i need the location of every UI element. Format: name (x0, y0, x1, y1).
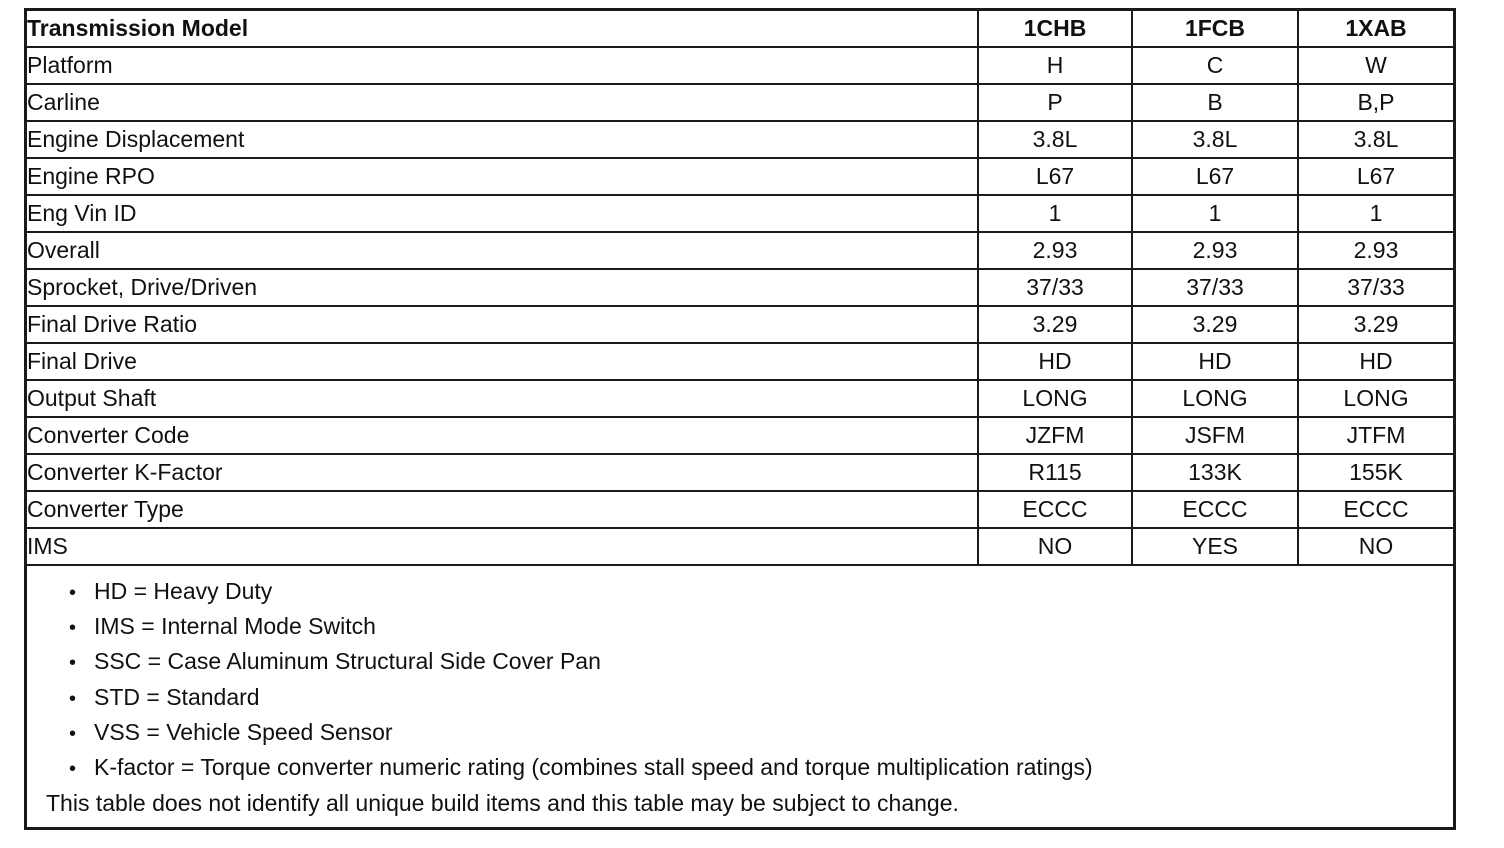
table-cell: 1 (1298, 195, 1453, 232)
row-label: IMS (27, 528, 978, 565)
table-cell: 37/33 (1298, 269, 1453, 306)
table-cell: JSFM (1132, 417, 1298, 454)
table-row (27, 121, 1453, 158)
table-cell: 3.8L (1298, 121, 1453, 158)
table-cell: 2.93 (1298, 232, 1453, 269)
bullet-icon: • (69, 582, 77, 604)
table-cell: HD (1132, 343, 1298, 380)
bullet-icon: • (69, 722, 77, 745)
table-cell: L67 (1298, 158, 1453, 195)
footnote-item (69, 750, 1453, 785)
table-row (27, 380, 1453, 417)
footnote-list (27, 574, 1453, 785)
table-cell: HD (1298, 343, 1453, 380)
table-row (27, 195, 1453, 232)
row-label: Carline (27, 84, 978, 121)
table-cell: L67 (978, 158, 1132, 195)
table-cell: YES (1132, 528, 1298, 565)
table-cell: ECCC (1132, 491, 1298, 528)
footnote-text: K-factor = Torque converter numeric rating (combines stall speed and torque multiplication ratings) (94, 753, 1093, 780)
footnote-text: STD = Standard (94, 683, 260, 710)
table-cell: NO (978, 528, 1132, 565)
table-cell: R115 (978, 454, 1132, 491)
table-cell: P (978, 84, 1132, 121)
bullet-icon: • (69, 617, 77, 640)
table-row (27, 454, 1453, 491)
bullet-icon: • (69, 757, 77, 780)
row-label: Engine Displacement (27, 121, 978, 158)
row-label: Overall (27, 232, 978, 269)
table-cell: 155K (1298, 454, 1453, 491)
table-cell: 37/33 (1132, 269, 1298, 306)
table-row (27, 84, 1453, 121)
table-cell: JZFM (978, 417, 1132, 454)
table-cell: LONG (1132, 380, 1298, 417)
row-label: Sprocket, Drive/Driven (27, 269, 978, 306)
table-cell: 2.93 (978, 232, 1132, 269)
row-label: Output Shaft (27, 380, 978, 417)
header-model-2: 1FCB (1132, 11, 1298, 47)
table-cell: LONG (978, 380, 1132, 417)
footnote-text: SSC = Case Aluminum Structural Side Cover Pan (94, 648, 601, 675)
table-cell: W (1298, 47, 1453, 84)
disclaimer-text: This table does not identify all unique build items and this table may be subject to change. (46, 790, 959, 817)
table-cell: B (1132, 84, 1298, 121)
header-model-3: 1XAB (1298, 11, 1453, 47)
footnote-item (69, 574, 1453, 609)
footnote-text: VSS = Vehicle Speed Sensor (94, 718, 393, 745)
row-label: Final Drive Ratio (27, 306, 978, 343)
footnote-item (69, 609, 1453, 644)
table-cell: 133K (1132, 454, 1298, 491)
table-row (27, 158, 1453, 195)
table-cell: HD (978, 343, 1132, 380)
header-transmission-model: Transmission Model (27, 11, 978, 47)
table-cell: C (1132, 47, 1298, 84)
footnote-text: IMS = Internal Mode Switch (94, 613, 376, 640)
table-header-row (27, 11, 1453, 47)
table-row (27, 306, 1453, 343)
row-label: Final Drive (27, 343, 978, 380)
table-row (27, 343, 1453, 380)
footnote-item (69, 715, 1453, 750)
table-cell: 3.8L (1132, 121, 1298, 158)
table-row (27, 232, 1453, 269)
table-cell: L67 (1132, 158, 1298, 195)
row-label: Converter Type (27, 491, 978, 528)
table-cell: ECCC (978, 491, 1132, 528)
table-cell: JTFM (1298, 417, 1453, 454)
spec-document (24, 8, 1456, 830)
notes-section (27, 566, 1453, 821)
footnote-text: HD = Heavy Duty (94, 578, 273, 604)
table-row (27, 528, 1453, 565)
table-row (27, 491, 1453, 528)
table-cell: B,P (1298, 84, 1453, 121)
table-cell: 3.29 (1298, 306, 1453, 343)
header-model-1: 1CHB (978, 11, 1132, 47)
table-cell: 37/33 (978, 269, 1132, 306)
table-row (27, 417, 1453, 454)
bullet-icon: • (69, 687, 77, 710)
table-row (27, 47, 1453, 84)
table-cell: 3.8L (978, 121, 1132, 158)
table-cell: 3.29 (1132, 306, 1298, 343)
transmission-spec-table (27, 11, 1453, 566)
row-label: Engine RPO (27, 158, 978, 195)
table-cell: 3.29 (978, 306, 1132, 343)
table-cell: 2.93 (1132, 232, 1298, 269)
footnote-item (69, 644, 1453, 679)
table-cell: 1 (978, 195, 1132, 232)
table-cell: LONG (1298, 380, 1453, 417)
row-label: Converter Code (27, 417, 978, 454)
table-cell: 1 (1132, 195, 1298, 232)
table-cell: H (978, 47, 1132, 84)
row-label: Converter K-Factor (27, 454, 978, 491)
table-cell: NO (1298, 528, 1453, 565)
footnote-item (69, 680, 1453, 715)
bullet-icon: • (69, 652, 77, 675)
table-cell: ECCC (1298, 491, 1453, 528)
row-label: Eng Vin ID (27, 195, 978, 232)
row-label: Platform (27, 47, 978, 84)
table-row (27, 269, 1453, 306)
